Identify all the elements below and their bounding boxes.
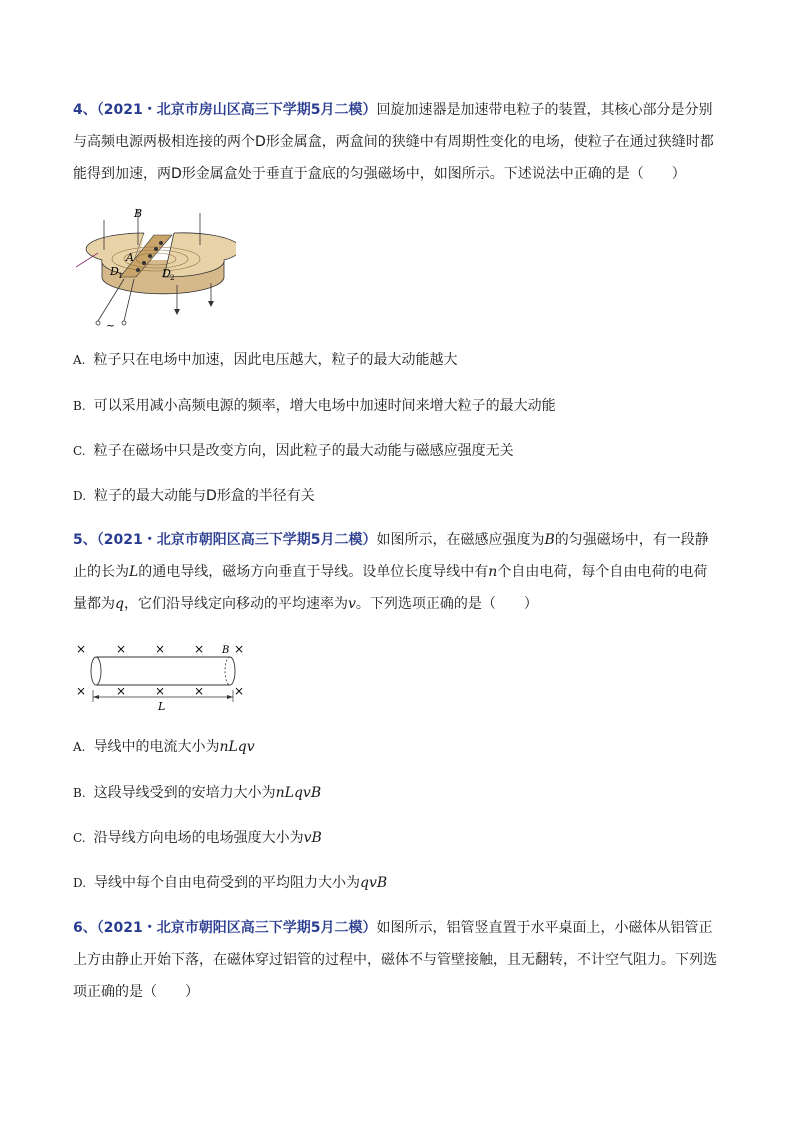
- question-text: 的匀强磁场中，有一段静止的长为: [73, 532, 709, 580]
- label-B: B: [222, 645, 230, 656]
- cyclotron-figure: [76, 205, 236, 330]
- option-letter: D.: [73, 489, 87, 503]
- wire-in-field-figure: [72, 640, 252, 715]
- option-text: 粒子只在电场中加速，因此电压越大，粒子的最大动能越大: [93, 352, 458, 368]
- label-D: D: [162, 267, 171, 280]
- label-D-subscript: 1: [118, 272, 123, 280]
- option-d: [73, 486, 315, 506]
- field-cross: ×: [234, 684, 245, 698]
- question-source: （2021・北京市朝阳区高三下学期5月二模）: [96, 532, 377, 548]
- variable-v: v: [347, 596, 356, 612]
- field-cross: ×: [194, 684, 205, 698]
- label-L: L: [158, 700, 166, 713]
- option-a: [73, 737, 255, 757]
- variable-L: L: [129, 564, 139, 580]
- field-cross: ×: [194, 642, 205, 656]
- option-c: [73, 828, 322, 848]
- ac-source-symbol: ~: [106, 319, 116, 330]
- question-number: 4、: [73, 102, 97, 118]
- field-cross: ×: [116, 684, 127, 698]
- label-D: D: [110, 265, 119, 278]
- option-letter: D.: [73, 876, 87, 890]
- field-cross: ×: [155, 642, 166, 656]
- label-D-subscript: 2: [170, 274, 175, 282]
- question-text: ，它们沿导线定向移动的平均速率为: [123, 596, 348, 612]
- question-5: [73, 524, 721, 620]
- option-d: [73, 873, 387, 893]
- field-cross: ×: [155, 684, 166, 698]
- question-number: 5、: [73, 532, 97, 548]
- option-letter: A.: [73, 740, 86, 754]
- question-source: （2021・北京市朝阳区高三下学期5月二模）: [96, 920, 377, 936]
- label-B: B: [134, 207, 143, 220]
- question-text: 回旋加速器是加速带电粒子的装置，其核心部分是分别与高频电源两极相连接的两个D形金属盒，两盒间的狭缝中有周期性变化的电场，使粒子在通过狭缝时都能得到加速，两D形金属盒处于垂直于盒底的匀强磁场中，如图所示。下述说法中正确的是（ ）: [73, 102, 714, 182]
- option-letter: A.: [73, 353, 86, 367]
- option-expression: qvB: [360, 875, 388, 891]
- question-text: 。下列选项正确的是（ ）: [355, 596, 538, 612]
- field-cross: ×: [76, 642, 87, 656]
- question-4: [73, 94, 721, 190]
- option-b: [73, 396, 556, 416]
- option-text: 这段导线受到的安培力大小为: [93, 785, 276, 801]
- field-cross: ×: [234, 642, 245, 656]
- variable-q: q: [115, 596, 124, 612]
- option-text: 导线中的电流大小为: [93, 739, 220, 755]
- question-text: 如图所示，在磁感应强度为: [376, 532, 545, 548]
- variable-n: n: [488, 564, 498, 580]
- question-text: 的通电导线，磁场方向垂直于导线。设单位长度导线中有: [138, 564, 489, 580]
- option-letter: C.: [73, 444, 86, 458]
- question-source: （2021・北京市房山区高三下学期5月二模）: [96, 102, 377, 118]
- question-number: 6、: [73, 920, 97, 936]
- question-text: 个自由电荷，每个自由电荷的电荷量都为: [73, 564, 708, 612]
- option-expression: nLqv: [219, 739, 255, 755]
- option-text: 沿导线方向电场的电场强度大小为: [93, 830, 304, 846]
- option-text: 粒子的最大动能与D形盒的半径有关: [94, 488, 315, 504]
- option-expression: vB: [303, 830, 322, 846]
- option-text: 粒子在磁场中只是改变方向，因此粒子的最大动能与磁感应强度无关: [93, 443, 514, 459]
- option-b: [73, 783, 321, 803]
- question-6: [73, 912, 721, 1008]
- option-letter: C.: [73, 831, 86, 845]
- option-a: [73, 350, 457, 370]
- option-letter: B.: [73, 399, 86, 413]
- option-text: 可以采用减小高频电源的频率，增大电场中加速时间来增大粒子的最大动能: [93, 398, 556, 414]
- label-A: A: [126, 251, 134, 264]
- field-cross: ×: [76, 684, 87, 698]
- field-cross: ×: [116, 642, 127, 656]
- question-text: 如图所示，铝管竖直置于水平桌面上，小磁体从铝管正上方由静止开始下落，在磁体穿过铝管的过程中，磁体不与管壁接触，且无翻转，不计空气阻力。下列选项正确的是（ ）: [73, 920, 717, 1000]
- option-letter: B.: [73, 786, 86, 800]
- variable-B: B: [544, 532, 555, 548]
- option-text: 导线中每个自由电荷受到的平均阻力大小为: [94, 875, 361, 891]
- option-expression: nLqvB: [275, 785, 322, 801]
- option-c: [73, 441, 514, 461]
